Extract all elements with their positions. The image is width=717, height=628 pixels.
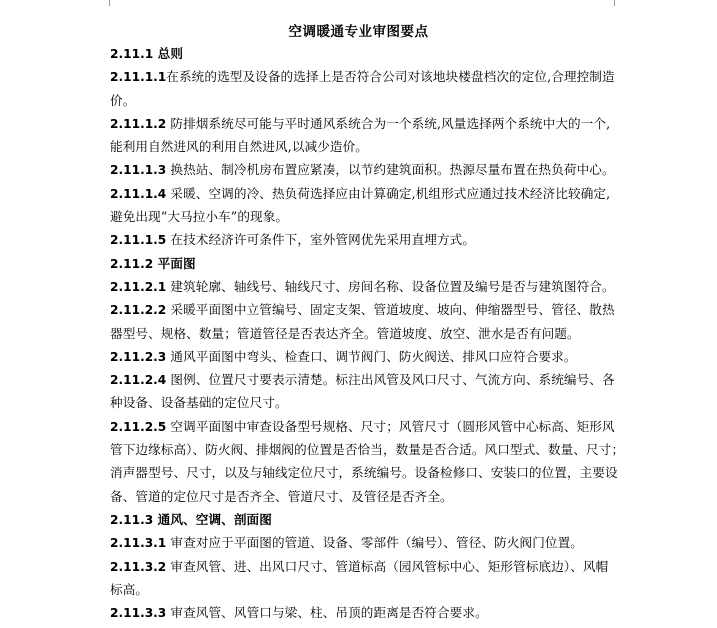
clause-number: 2.11.2.5 xyxy=(110,419,167,434)
clause-number: 2.11.2.1 xyxy=(110,279,167,294)
clause-line xyxy=(110,65,615,88)
clause-continuation-line xyxy=(110,205,610,228)
clause-line xyxy=(110,345,610,368)
clause-line xyxy=(110,368,615,391)
clause-continuation-line xyxy=(110,322,610,345)
clause-number: 2.11.3 xyxy=(110,512,154,527)
crop-mark-top-left xyxy=(95,0,110,6)
document-body xyxy=(110,42,625,624)
clause-text: 采暖平面图中立管编号、固定支架、管道坡度、坡向、伸缩器型号、管径、散热 xyxy=(166,302,615,318)
document-title: 空调暖通专业审图要点 xyxy=(288,24,429,40)
crop-mark-top-right xyxy=(614,0,629,6)
clause-continuation-line xyxy=(110,438,625,461)
clause-number: 2.11.3.2 xyxy=(110,559,167,574)
clause-text: 避免出现“大马拉小车”的现象。 xyxy=(110,209,289,225)
clause-continuation-line xyxy=(110,485,610,508)
clause-line xyxy=(110,601,610,624)
clause-number: 2.11.2 xyxy=(110,256,154,271)
clause-text: 在技术经济许可条件下，室外管网优先采用直埋方式。 xyxy=(166,232,476,248)
clause-continuation-line xyxy=(110,89,610,112)
clause-text: 换热站、制冷机房布置应紧凑，以节约建筑面积。热源尽量布置在热负荷中心。 xyxy=(166,162,615,178)
clause-number: 2.11.1 xyxy=(110,47,154,61)
clause-text: 通风平面图中弯头、检查口、调节阀门、防火阀送、排风口应符合要求。 xyxy=(166,348,577,364)
clause-number: 2.11.2.3 xyxy=(110,349,167,364)
clause-text: 防排烟系统尽可能与平时通风系统合为一个系统,风量选择两个系统中大的一个, xyxy=(166,115,611,131)
clause-number: 2.11.1.3 xyxy=(110,163,167,178)
clause-continuation-line xyxy=(110,578,610,601)
clause-number: 2.11.3.3 xyxy=(110,606,167,621)
clause-line xyxy=(110,531,610,554)
clause-text: 图例、位置尺寸要表示清楚。标注出风管及风口尺寸、气流方向、系统编号、各 xyxy=(166,372,615,388)
clause-line xyxy=(110,182,610,205)
clause-number: 2.11.2.4 xyxy=(110,373,167,388)
clause-number: 2.11.1.4 xyxy=(110,186,167,201)
clause-text: 消声器型号、尺寸，以及与轴线定位尺寸，系统编号。设备检修口、安装口的位置，主要设 xyxy=(110,465,618,481)
clause-text: 价。 xyxy=(110,92,136,108)
section-heading xyxy=(110,252,610,275)
clause-number: 2.11.2.2 xyxy=(110,303,167,318)
clause-text: 标高。 xyxy=(110,581,149,597)
clause-text: 在系统的选型及设备的选择上是否符合公司对该地块楼盘档次的定位,合理控制造 xyxy=(166,69,615,85)
clause-number: 2.11.3.1 xyxy=(110,536,167,551)
clause-text: 审查风管、风管口与梁、柱、吊顶的距离是否符合要求。 xyxy=(166,605,488,621)
clause-line xyxy=(110,298,615,321)
clause-text: 平面图 xyxy=(153,255,196,271)
clause-line xyxy=(110,112,610,135)
clause-text: 总则 xyxy=(153,46,184,61)
clause-continuation-line xyxy=(110,391,610,414)
clause-line xyxy=(110,415,615,438)
clause-text: 空调平面图中审查设备型号规格、尺寸；风管尺寸（圆形风管中心标高、矩形风 xyxy=(166,418,615,434)
clause-text: 审查对应于平面图的管道、设备、零部件（编号）、管径、防火阀门位置。 xyxy=(166,535,583,551)
clause-text: 采暖、空调的冷、热负荷选择应由计算确定,机组形式应通过技术经济比较确定, xyxy=(166,185,611,201)
clause-text: 审查风管、进、出风口尺寸、管道标高（园风管标中心、矩形管标底边）、风帽 xyxy=(166,558,609,574)
section-heading xyxy=(110,42,610,65)
clause-text: 能利用自然进风的利用自然进风,以减少造价。 xyxy=(110,139,368,155)
clause-text: 管下边缘标高）、防火阀、排烟阀的位置是否恰当，数量是否合适。风口型式、数量、尺寸； xyxy=(110,442,625,458)
clause-number: 2.11.1.5 xyxy=(110,233,167,248)
clause-line xyxy=(110,158,615,181)
clause-line xyxy=(110,555,610,578)
clause-text: 器型号、规格、数量；管道管径是否表达齐全。管道坡度、放空、泄水是否有问题。 xyxy=(110,325,580,341)
clause-number: 2.11.1.2 xyxy=(110,116,167,131)
clause-line xyxy=(110,275,615,298)
clause-line xyxy=(110,228,610,251)
clause-text: 种设备、设备基础的定位尺寸。 xyxy=(110,395,288,411)
clause-continuation-line xyxy=(110,135,610,158)
clause-number: 2.11.1.1 xyxy=(110,70,167,85)
clause-text: 建筑轮廓、轴线号、轴线尺寸、房间名称、设备位置及编号是否与建筑图符合。 xyxy=(166,278,615,294)
clause-text: 备、管道的定位尺寸是否齐全、管道尺寸、及管径是否齐全。 xyxy=(110,488,453,504)
section-heading xyxy=(110,508,610,531)
clause-text: 通风、空调、剖面图 xyxy=(153,511,272,527)
clause-continuation-line xyxy=(110,461,618,484)
